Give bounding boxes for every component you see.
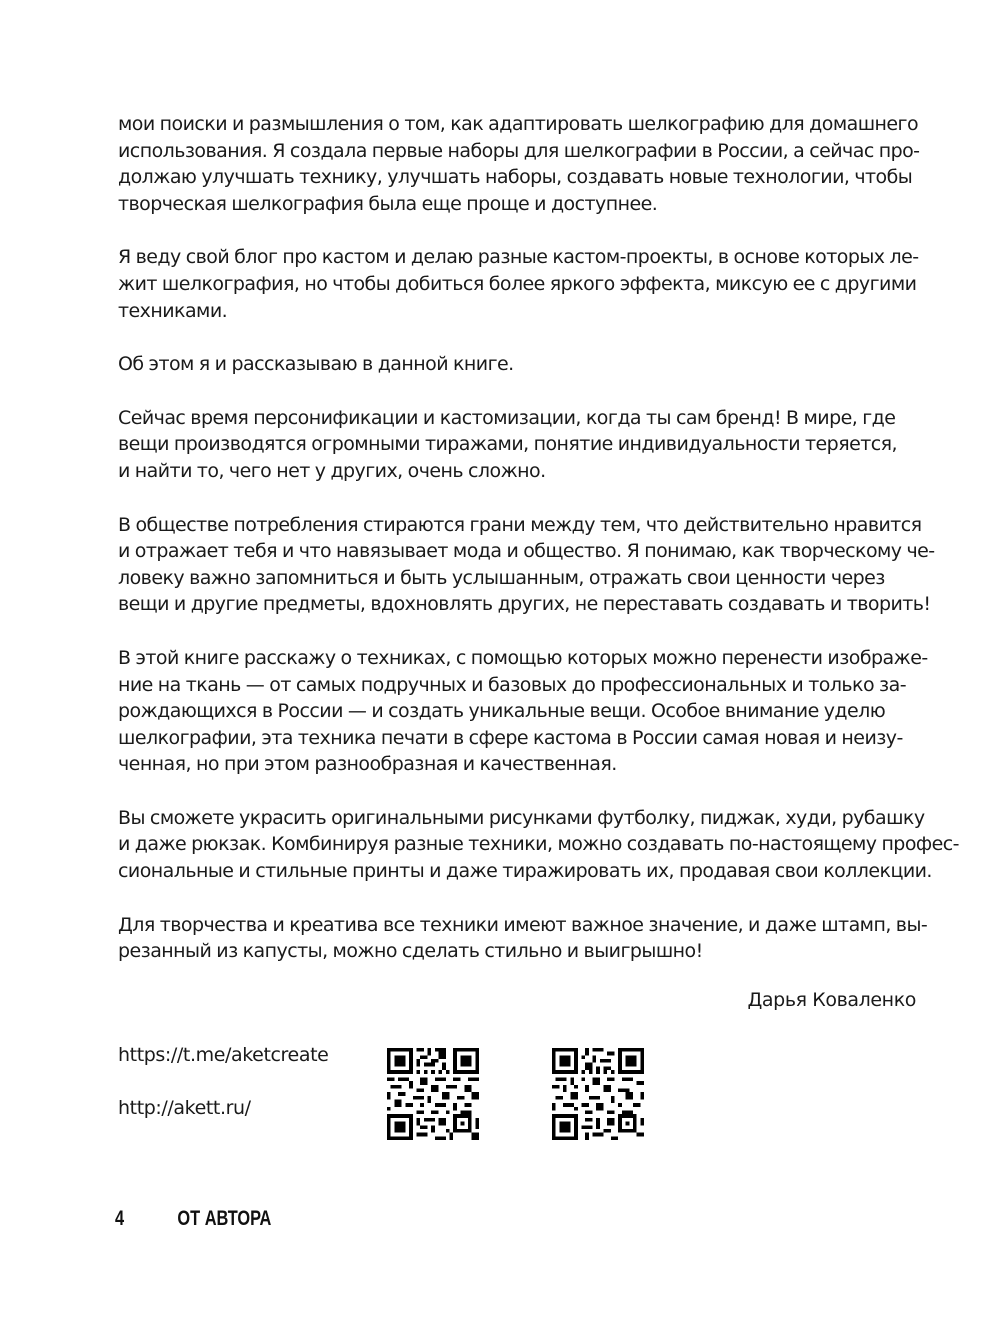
- text-line: творческая шелкография была еще проще и доступнее.: [118, 192, 658, 215]
- paragraph: [118, 405, 918, 485]
- section-title: ОТ АВТОРА: [177, 1207, 272, 1230]
- paragraph: [118, 912, 928, 965]
- text-line: и найти то, чего нет у других, очень сложно.: [118, 459, 546, 482]
- text-line: вещи и другие предметы, вдохновлять других, не переставать создавать и творить!: [118, 593, 931, 616]
- text-line: В этой книге расскажу о техниках, с помощью которых можно перенести изображе-: [118, 646, 928, 669]
- text-line: шелкографии, эта техника печати в сфере кастома в России самая новая и неизу-: [118, 726, 903, 749]
- text-line: Сейчас время персонификации и кастомизации, когда ты сам бренд! В мире, где: [118, 406, 896, 429]
- text-line: ловеку важно запомниться и быть услышанным, отражать свои ценности через: [118, 566, 885, 589]
- text-line: Для творчества и креатива все техники имеют важное значение, и даже штамп, вы-: [118, 913, 928, 936]
- text-line: вещи производятся огромными тиражами, понятие индивидуальности теряется,: [118, 433, 897, 456]
- text-line: и отражает тебя и что навязывает мода и общество. Я понимаю, как творческому че-: [118, 540, 935, 563]
- paragraph: [118, 512, 935, 618]
- text-line: мои поиски и размышления о том, как адаптировать шелкографию для домашнего: [118, 113, 919, 135]
- qr-code-telegram-icon: [387, 1048, 479, 1140]
- text-line: сиональные и стильные принты и даже тиражировать их, продавая свои коллекции.: [118, 860, 932, 883]
- text-line: ченная, но при этом разнообразная и качественная.: [118, 753, 617, 776]
- telegram-link[interactable]: https://t.me/aketcreate: [118, 1044, 329, 1066]
- paragraph: [118, 351, 918, 378]
- author-signature: Дарья Коваленко: [747, 989, 916, 1011]
- paragraph: [118, 111, 918, 217]
- text-line: резанный из капусты, можно сделать стильно и выигрышно!: [118, 940, 703, 963]
- text-line: рождающихся в России — и создать уникальные вещи. Особое внимание уделю: [118, 700, 886, 723]
- text-line: жит шелкография, но чтобы добиться более яркого эффекта, миксую ее с другими: [118, 272, 917, 295]
- page-footer: [115, 1207, 271, 1231]
- text-line: использования. Я создала первые наборы для шелкографии в России, а сейчас про-: [118, 139, 920, 162]
- qr-code-website-icon: [552, 1048, 644, 1140]
- text-line: Вы сможете украсить оригинальными рисунками футболку, пиджак, худи, рубашку: [118, 806, 925, 829]
- paragraph: [118, 805, 959, 885]
- text-line: техниками.: [118, 299, 228, 322]
- text-line: ние на ткань — от самых подручных и базовых до профессиональных и только за-: [118, 673, 906, 696]
- page-number: 4: [115, 1207, 125, 1230]
- text-line: Об этом я и рассказываю в данной книге.: [118, 353, 514, 376]
- article-body: [118, 111, 959, 992]
- paragraph: [118, 645, 928, 778]
- text-line: В обществе потребления стираются грани между тем, что действительно нравится: [118, 513, 922, 536]
- text-line: должаю улучшать технику, улучшать наборы, создавать новые технологии, чтобы: [118, 166, 913, 189]
- text-line: и даже рюкзак. Комбинируя разные техники, можно создавать по-настоящему профес-: [118, 833, 959, 856]
- website-link[interactable]: http://akett.ru/: [118, 1097, 251, 1119]
- text-line: Я веду свой блог про кастом и делаю разные кастом-проекты, в основе которых ле-: [118, 246, 919, 269]
- paragraph: [118, 244, 918, 324]
